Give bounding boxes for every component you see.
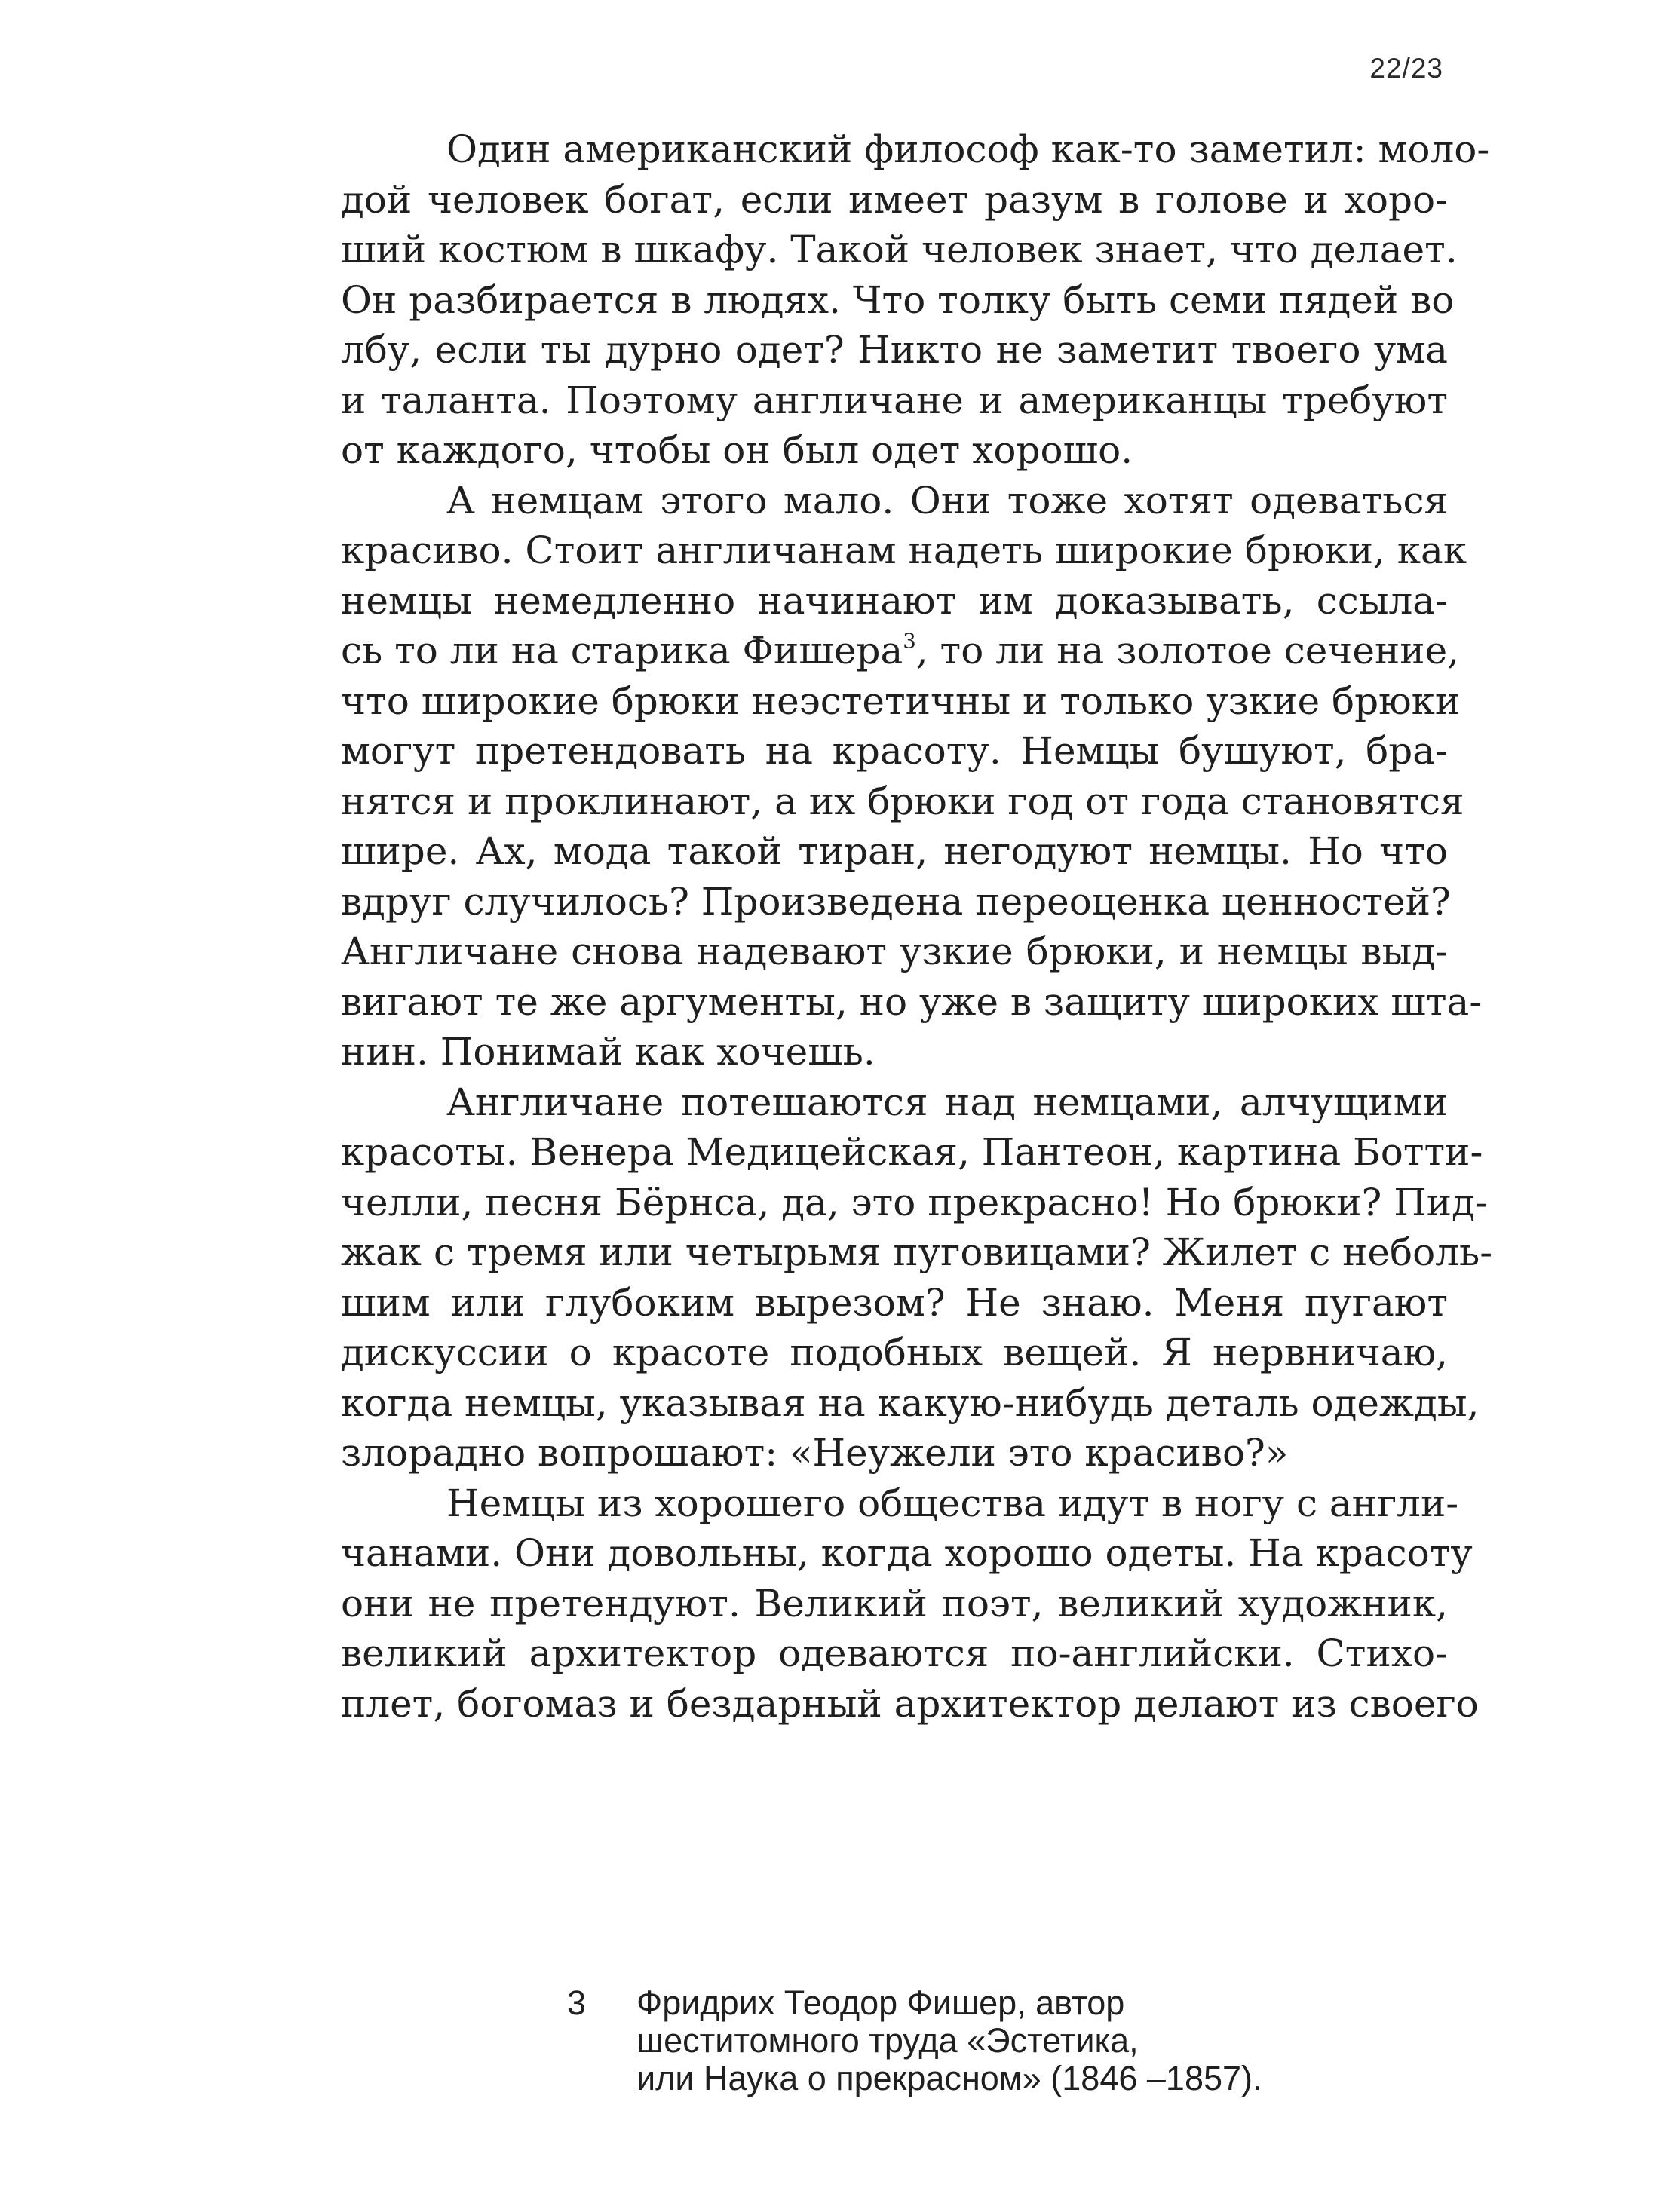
footnote-number: 3 [567, 1984, 587, 2022]
text-line: нин. Понимай как хочешь. [341, 1030, 875, 1074]
text-line: плет, богомаз и бездарный архитектор делают из своего [341, 1681, 1479, 1726]
text-line: лбу, если ты дурно одет? Никто не заметит твоего ума [341, 328, 1448, 372]
text-line: шире. Ах, мода такой тиран, негодуют немцы. Но что [341, 829, 1448, 873]
text-line: жак с тремя или четырьмя пуговицами? Жилет с неболь- [341, 1230, 1493, 1274]
text-line: когда немцы, указывая на какую-нибудь деталь одежды, [341, 1380, 1480, 1425]
text-line: А немцам этого мало. Они тоже хотят одеваться [446, 478, 1448, 522]
paragraph-2 [341, 476, 1483, 1077]
text-line: Англичане снова надевают узкие брюки, и немцы выд- [341, 930, 1448, 973]
paragraph-3 [341, 1077, 1493, 1478]
text-line: немцы немедленно начинают им доказывать, ссыла- [341, 578, 1448, 623]
text-line: Англичане потешаются над немцами, алчущими [446, 1080, 1448, 1124]
text-line: злорадно вопрошают: «Неужели это красиво?» [341, 1431, 1289, 1475]
text-line: они не претендуют. Великий поэт, великий художник, [341, 1581, 1448, 1625]
footnote-text [636, 1984, 1262, 2097]
footnote-ref[interactable]: 3 [903, 629, 916, 654]
text-line: вигают те же аргументы, но уже в защиту широких шта- [341, 979, 1483, 1024]
text-line: нятся и проклинают, а их брюки год от года становятся [341, 779, 1464, 823]
text-line: красоты. Венера Медицейская, Пантеон, картина Ботти- [341, 1130, 1483, 1174]
text-line: могут претендовать на красоту. Немцы бушуют, бра- [341, 729, 1448, 773]
text-line: великий архитектор одеваются по-английски. Стихо- [341, 1631, 1448, 1675]
text-line: ший костюм в шкафу. Такой человек знает, что делает. [341, 228, 1458, 271]
footnote-line: шеститомного труда «Эстетика, [636, 2021, 1139, 2060]
footnote [567, 1984, 1262, 2097]
text-line: чанами. Они довольны, когда хорошо одеты. На красоту [341, 1531, 1473, 1575]
text-line: дой человек богат, если имеет разум в голове и хоро- [341, 177, 1448, 222]
text-line: Он разбирается в людях. Что толку быть семи пядей во [341, 277, 1455, 322]
text-fragment: , то ли на золотое сечение, [915, 629, 1460, 672]
text-line: челли, песня Бёрнса, да, это прекрасно! Но брюки? Пид- [341, 1180, 1488, 1224]
text-line: вдруг случилось? Произведена переоценка ценностей? [341, 879, 1451, 924]
paragraph-4 [341, 1478, 1479, 1729]
text-line: Немцы из хорошего общества идут в ногу с англи- [446, 1481, 1459, 1525]
text-line: что широкие брюки неэстетичны и только узкие брюки [341, 679, 1461, 723]
text-fragment: сь то ли на старика Фишера [341, 629, 903, 672]
page-number: 22/23 [1369, 53, 1443, 84]
text-line: Один американский философ как-то заметил: моло- [446, 127, 1490, 171]
footnote-line: Фридрих Теодор Фишер, автор [636, 1984, 1125, 2022]
text-line: от каждого, чтобы он был одет хорошо. [341, 428, 1133, 472]
main-text [341, 124, 1493, 1729]
text-line-with-footnote-ref [341, 626, 1460, 676]
text-line: шим или глубоким вырезом? Не знаю. Меня пугают [341, 1280, 1448, 1325]
footnote-line: или Наука о прекрасном» (1846 –1857). [636, 2059, 1262, 2097]
paragraph-1 [341, 124, 1490, 476]
text-line: красиво. Стоит англичанам надеть широкие брюки, как [341, 528, 1467, 572]
text-line: дискуссии о красоте подобных вещей. Я нервничаю, [341, 1331, 1448, 1374]
text-line: и таланта. Поэтому англичане и американцы требуют [341, 378, 1448, 422]
